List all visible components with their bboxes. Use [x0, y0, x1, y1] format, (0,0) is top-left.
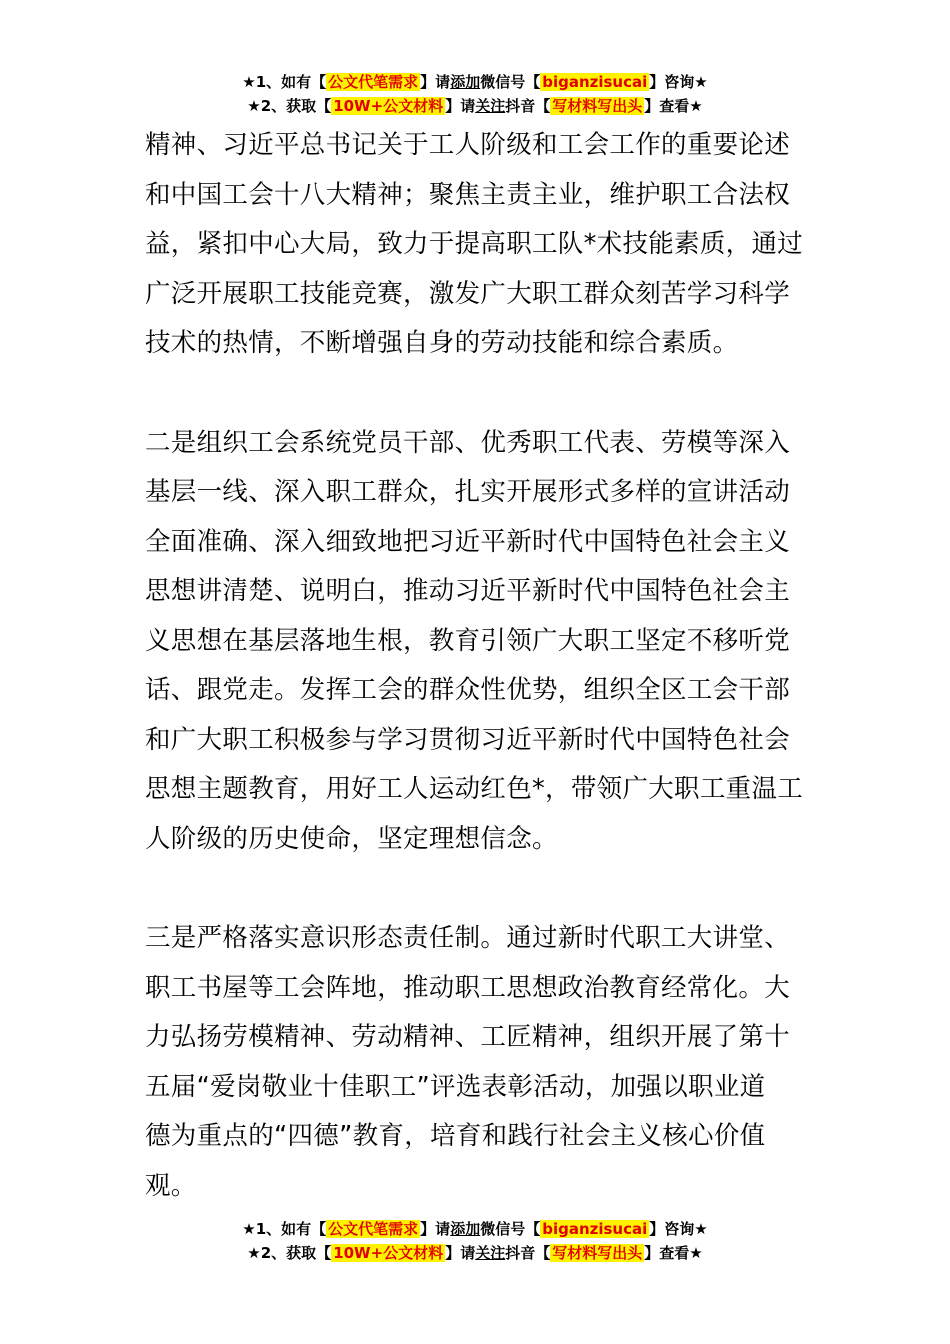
banner-text: 】请: [445, 97, 476, 115]
banner-underlined: 关注: [475, 97, 506, 115]
banner-text: 】请: [445, 1244, 476, 1262]
text-line: 广泛开展职工技能竞赛，激发广大职工群众刻苦学习科学: [145, 278, 791, 309]
banner-underlined: 添加: [450, 1220, 481, 1238]
text-line: 人阶级的历史使命，坚定理想信念。: [145, 823, 558, 854]
text-line: 三是严格落实意识形态责任制。通过新时代职工大讲堂、: [145, 923, 791, 953]
text-line: 和中国工会十八大精神；聚焦主责主业，维护职工合法权: [145, 179, 791, 210]
banner-text: 微信号【: [480, 73, 541, 91]
banner-highlight: 10W+公文材料: [333, 97, 444, 115]
text-line: 观。: [145, 1170, 197, 1201]
header-banner: [0, 70, 950, 118]
text-line: 全面准确、深入细致地把习近平新时代中国特色社会主义: [145, 526, 791, 557]
banner-text: 】查看★: [644, 1244, 703, 1262]
banner-text: ★1、如有【: [242, 1220, 327, 1238]
banner-douyin-name: 写材料写出头: [552, 97, 643, 115]
banner-text: ★2、获取【: [247, 1244, 332, 1262]
text-line: 精神、习近平总书记关于工人阶级和工会工作的重要论述: [145, 130, 791, 160]
paragraph-3: [145, 914, 810, 1211]
banner-text: 抖音【: [505, 97, 551, 115]
text-line: 思想主题教育，用好工人运动红色*，带领广大职工重温工: [145, 774, 804, 804]
text-line: 德为重点的“四德”教育，培育和践行社会主义核心价值: [145, 1121, 766, 1151]
banner-text: 】请: [420, 1220, 451, 1238]
text-line: 义思想在基层落地生根，教育引领广大职工坚定不移听党: [145, 625, 791, 656]
document-body: [145, 121, 810, 1211]
banner-text: 抖音【: [505, 1244, 551, 1262]
banner-line-2: [0, 94, 950, 118]
banner-wechat-id: biganzisucai: [542, 73, 648, 91]
banner-line-2: [0, 1241, 950, 1265]
text-line: 基层一线、深入职工群众，扎实开展形式多样的宣讲活动: [145, 477, 791, 507]
banner-text: 】咨询★: [649, 1220, 708, 1238]
paragraph-2: [145, 419, 810, 865]
text-line: 技术的热情，不断增强自身的劳动技能和综合素质。: [145, 328, 739, 358]
text-line: 话、跟党走。发挥工会的群众性优势，组织全区工会干部: [145, 675, 791, 705]
footer-banner: [0, 1217, 950, 1265]
banner-highlight: 10W+公文材料: [333, 1244, 444, 1262]
banner-text: 】请: [420, 73, 451, 91]
banner-text: 】咨询★: [649, 73, 708, 91]
banner-highlight: 公文代笔需求: [328, 1220, 419, 1238]
banner-wechat-id: biganzisucai: [542, 1220, 648, 1238]
banner-text: ★1、如有【: [242, 73, 327, 91]
banner-underlined: 关注: [475, 1244, 506, 1262]
text-line: 思想讲清楚、说明白，推动习近平新时代中国特色社会主: [145, 576, 791, 606]
text-line: 益，紧扣中心大局，致力于提高职工队*术技能素质，通过: [145, 229, 804, 259]
banner-text: 】查看★: [644, 97, 703, 115]
banner-highlight: 公文代笔需求: [328, 73, 419, 91]
banner-text: ★2、获取【: [247, 97, 332, 115]
banner-douyin-name: 写材料写出头: [552, 1244, 643, 1262]
text-line: 和广大职工积极参与学习贯彻习近平新时代中国特色社会: [145, 724, 791, 755]
banner-underlined: 添加: [450, 73, 481, 91]
text-line: 二是组织工会系统党员干部、优秀职工代表、劳模等深入: [145, 427, 791, 458]
banner-line-1: [0, 70, 950, 94]
paragraph-1: [145, 121, 810, 369]
banner-line-1: [0, 1217, 950, 1241]
banner-text: 微信号【: [480, 1220, 541, 1238]
text-line: 五届“爱岗敬业十佳职工”评选表彰活动，加强以职业道: [145, 1071, 766, 1102]
text-line: 职工书屋等工会阵地，推动职工思想政治教育经常化。大: [145, 972, 791, 1003]
text-line: 力弘扬劳模精神、劳动精神、工匠精神，组织开展了第十: [145, 1022, 791, 1052]
